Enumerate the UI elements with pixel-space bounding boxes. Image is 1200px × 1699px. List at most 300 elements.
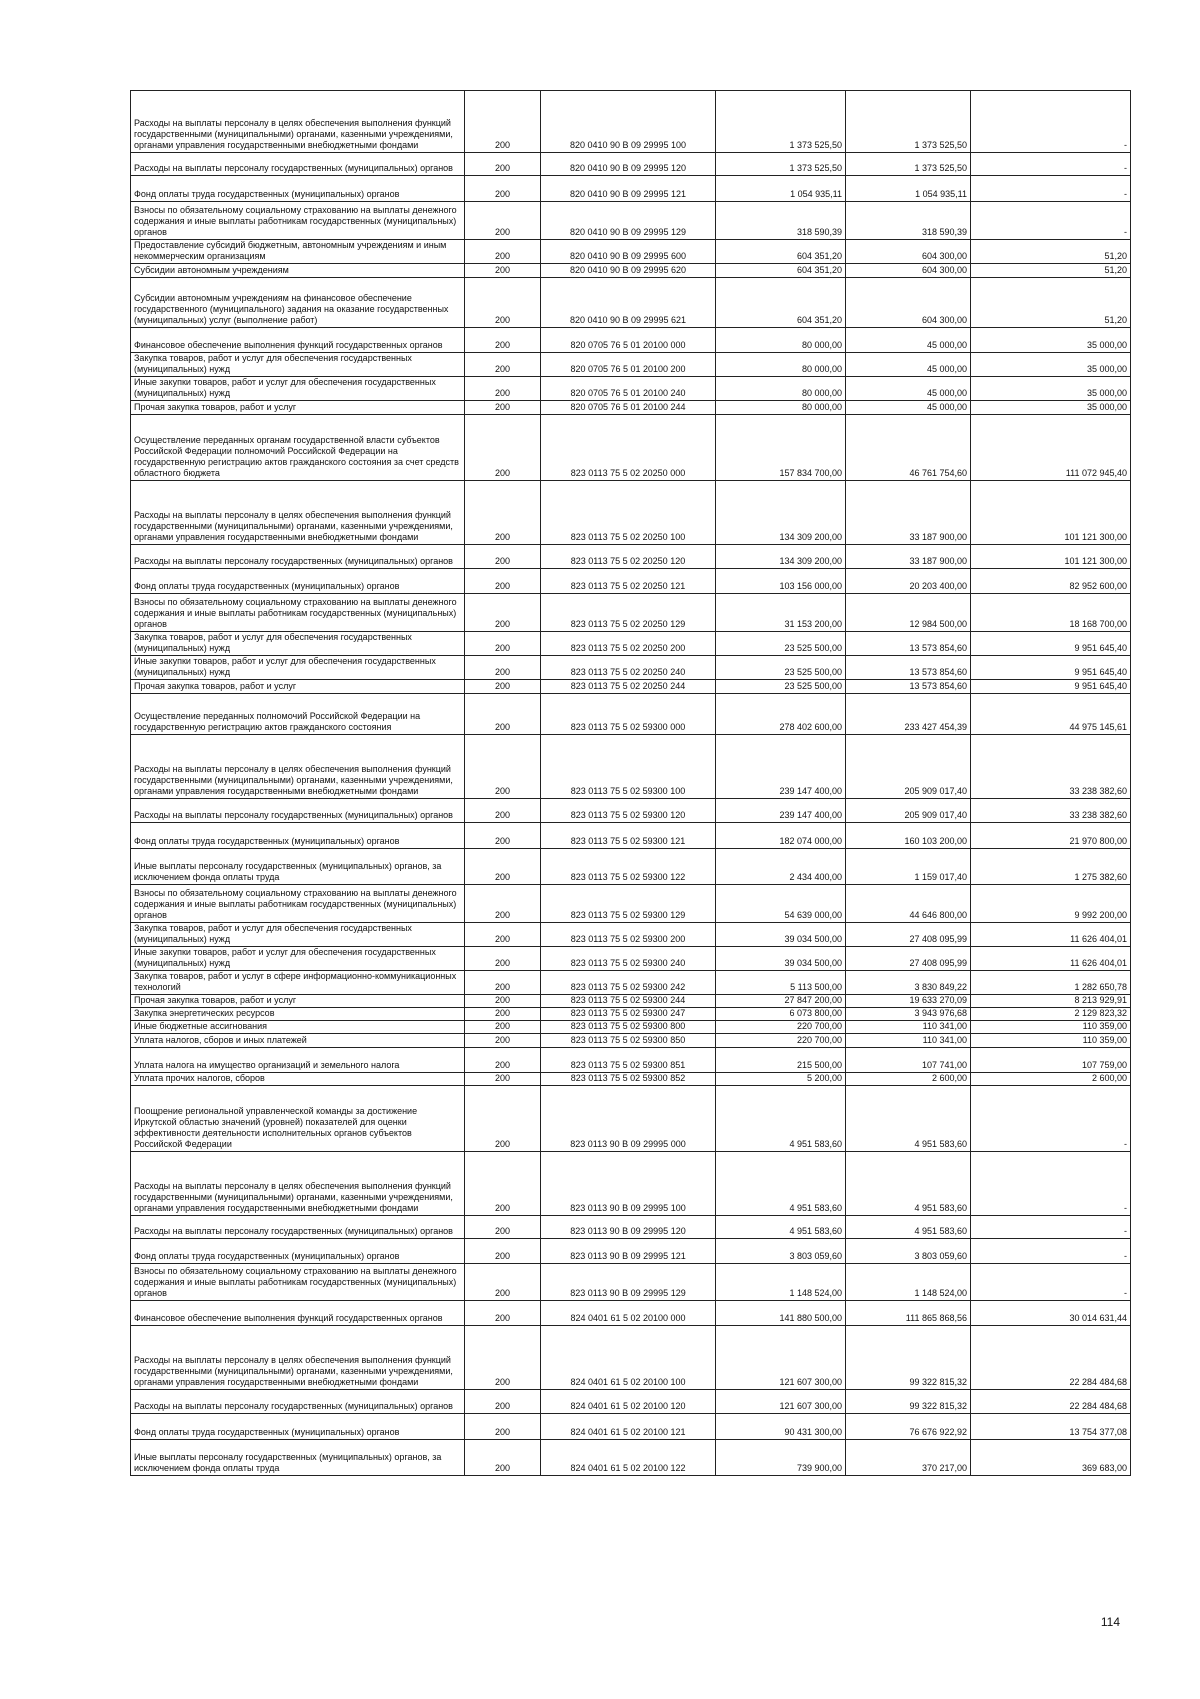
- row-code: 200: [465, 240, 541, 264]
- row-executed-amount: 318 590,39: [846, 202, 971, 240]
- row-executed-amount: 12 984 500,00: [846, 594, 971, 632]
- row-code: 200: [465, 680, 541, 694]
- row-code: 200: [465, 1073, 541, 1086]
- row-executed-amount: 99 322 815,32: [846, 1326, 971, 1390]
- row-name: Прочая закупка товаров, работ и услуг: [131, 680, 465, 694]
- row-name: Закупка товаров, работ и услуг для обеспечения государственных (муниципальных) нужд: [131, 923, 465, 947]
- row-code: 200: [465, 91, 541, 153]
- row-approved-amount: 39 034 500,00: [716, 923, 846, 947]
- row-unexecuted-amount: 82 952 600,00: [971, 569, 1131, 594]
- row-unexecuted-amount: -: [971, 202, 1131, 240]
- row-executed-amount: 205 909 017,40: [846, 735, 971, 799]
- row-name: Расходы на выплаты персоналу в целях обеспечения выполнения функций государственными (муниципальными) органами, казенными учреждениями, органами управления государственными внебюджетными фондами: [131, 735, 465, 799]
- row-unexecuted-amount: 1 282 650,78: [971, 971, 1131, 995]
- row-unexecuted-amount: 9 951 645,40: [971, 680, 1131, 694]
- row-code: 200: [465, 971, 541, 995]
- row-unexecuted-amount: -: [971, 1216, 1131, 1239]
- row-approved-amount: 3 803 059,60: [716, 1239, 846, 1264]
- row-executed-amount: 160 103 200,00: [846, 823, 971, 849]
- row-approved-amount: 134 309 200,00: [716, 481, 846, 545]
- table-row: [131, 680, 1131, 694]
- row-name: Осуществление переданных полномочий Российской Федерации на государственную регистрацию актов гражданского состояния: [131, 694, 465, 735]
- row-classification-code: 820 0410 90 В 09 29995 120: [541, 153, 716, 176]
- row-name: Фонд оплаты труда государственных (муниципальных) органов: [131, 569, 465, 594]
- row-executed-amount: 3 830 849,22: [846, 971, 971, 995]
- table-row: [131, 735, 1131, 799]
- row-unexecuted-amount: 107 759,00: [971, 1048, 1131, 1073]
- row-name: Поощрение региональной управленческой команды за достижение Иркутской областью значений (уровней) показателей для оценки эффективности деятельности исполнительных органов субъектов Российской Федерации: [131, 1086, 465, 1152]
- table-row: [131, 1086, 1131, 1152]
- row-unexecuted-amount: 33 238 382,60: [971, 799, 1131, 823]
- table-row: [131, 278, 1131, 328]
- table-row: [131, 353, 1131, 377]
- table-row: [131, 849, 1131, 885]
- row-code: 200: [465, 1216, 541, 1239]
- row-code: 200: [465, 1440, 541, 1476]
- row-executed-amount: 2 600,00: [846, 1073, 971, 1086]
- budget-execution-table: [130, 90, 1131, 1476]
- row-unexecuted-amount: 8 213 929,91: [971, 995, 1131, 1008]
- table-row: [131, 1264, 1131, 1301]
- table-row: [131, 415, 1131, 481]
- row-classification-code: 823 0113 75 5 02 59300 121: [541, 823, 716, 849]
- row-code: 200: [465, 1390, 541, 1414]
- row-unexecuted-amount: 22 284 484,68: [971, 1390, 1131, 1414]
- row-executed-amount: 1 373 525,50: [846, 153, 971, 176]
- row-approved-amount: 54 639 000,00: [716, 885, 846, 923]
- row-code: 200: [465, 849, 541, 885]
- row-unexecuted-amount: 30 014 631,44: [971, 1301, 1131, 1326]
- table-row: [131, 569, 1131, 594]
- row-executed-amount: 44 646 800,00: [846, 885, 971, 923]
- row-unexecuted-amount: -: [971, 176, 1131, 202]
- row-code: 200: [465, 1048, 541, 1073]
- row-approved-amount: 4 951 583,60: [716, 1216, 846, 1239]
- row-classification-code: 823 0113 75 5 02 59300 247: [541, 1008, 716, 1021]
- row-classification-code: 823 0113 75 5 02 59300 122: [541, 849, 716, 885]
- row-code: 200: [465, 632, 541, 656]
- row-unexecuted-amount: -: [971, 1152, 1131, 1216]
- row-unexecuted-amount: -: [971, 1086, 1131, 1152]
- row-approved-amount: 182 074 000,00: [716, 823, 846, 849]
- row-code: 200: [465, 1239, 541, 1264]
- row-name: Взносы по обязательному социальному страхованию на выплаты денежного содержания и иные выплаты работникам государственных (муниципальных) органов: [131, 1264, 465, 1301]
- table-row: [131, 401, 1131, 415]
- row-code: 200: [465, 885, 541, 923]
- row-classification-code: 820 0410 90 В 09 29995 621: [541, 278, 716, 328]
- row-classification-code: 823 0113 90 В 09 29995 000: [541, 1086, 716, 1152]
- row-classification-code: 823 0113 75 5 02 20250 120: [541, 545, 716, 569]
- row-code: 200: [465, 202, 541, 240]
- row-classification-code: 823 0113 75 5 02 59300 244: [541, 995, 716, 1008]
- row-classification-code: 824 0401 61 5 02 20100 122: [541, 1440, 716, 1476]
- row-classification-code: 823 0113 75 5 02 59300 100: [541, 735, 716, 799]
- row-approved-amount: 5 113 500,00: [716, 971, 846, 995]
- row-unexecuted-amount: 22 284 484,68: [971, 1326, 1131, 1390]
- row-approved-amount: 318 590,39: [716, 202, 846, 240]
- page-number: 114: [1100, 1615, 1120, 1629]
- table-row: [131, 545, 1131, 569]
- row-executed-amount: 13 573 854,60: [846, 656, 971, 680]
- table-row: [131, 799, 1131, 823]
- row-code: 200: [465, 995, 541, 1008]
- row-classification-code: 824 0401 61 5 02 20100 000: [541, 1301, 716, 1326]
- row-approved-amount: 2 434 400,00: [716, 849, 846, 885]
- row-name: Закупка товаров, работ и услуг для обеспечения государственных (муниципальных) нужд: [131, 632, 465, 656]
- row-executed-amount: 13 573 854,60: [846, 680, 971, 694]
- row-classification-code: 823 0113 90 В 09 29995 100: [541, 1152, 716, 1216]
- row-code: 200: [465, 694, 541, 735]
- row-approved-amount: 23 525 500,00: [716, 656, 846, 680]
- table-row: [131, 264, 1131, 278]
- row-classification-code: 820 0705 76 5 01 20100 000: [541, 328, 716, 353]
- row-approved-amount: 4 951 583,60: [716, 1152, 846, 1216]
- row-name: Взносы по обязательному социальному страхованию на выплаты денежного содержания и иные выплаты работникам государственных (муниципальных) органов: [131, 885, 465, 923]
- row-classification-code: 823 0113 90 В 09 29995 120: [541, 1216, 716, 1239]
- row-unexecuted-amount: 51,20: [971, 278, 1131, 328]
- row-classification-code: 820 0410 90 В 09 29995 129: [541, 202, 716, 240]
- row-name: Расходы на выплаты персоналу государственных (муниципальных) органов: [131, 1216, 465, 1239]
- row-name: Иные закупки товаров, работ и услуг для обеспечения государственных (муниципальных) нужд: [131, 947, 465, 971]
- table-row: [131, 1008, 1131, 1021]
- row-unexecuted-amount: 33 238 382,60: [971, 735, 1131, 799]
- row-approved-amount: 134 309 200,00: [716, 545, 846, 569]
- row-name: Фонд оплаты труда государственных (муниципальных) органов: [131, 176, 465, 202]
- table-row: [131, 176, 1131, 202]
- table-row: [131, 823, 1131, 849]
- row-unexecuted-amount: -: [971, 153, 1131, 176]
- row-executed-amount: 19 633 270,09: [846, 995, 971, 1008]
- row-executed-amount: 3 943 976,68: [846, 1008, 971, 1021]
- row-name: Расходы на выплаты персоналу государственных (муниципальных) органов: [131, 1390, 465, 1414]
- row-classification-code: 823 0113 75 5 02 20250 121: [541, 569, 716, 594]
- row-classification-code: 823 0113 75 5 02 20250 200: [541, 632, 716, 656]
- row-classification-code: 820 0705 76 5 01 20100 240: [541, 377, 716, 401]
- row-code: 200: [465, 1414, 541, 1440]
- row-approved-amount: 1 373 525,50: [716, 91, 846, 153]
- row-unexecuted-amount: 35 000,00: [971, 377, 1131, 401]
- table-row: [131, 1301, 1131, 1326]
- row-code: 200: [465, 353, 541, 377]
- row-classification-code: 824 0401 61 5 02 20100 100: [541, 1326, 716, 1390]
- table-row: [131, 885, 1131, 923]
- row-classification-code: 823 0113 75 5 02 59300 120: [541, 799, 716, 823]
- row-classification-code: 823 0113 75 5 02 59300 850: [541, 1034, 716, 1048]
- row-name: Осуществление переданных органам государственной власти субъектов Российской Федерации полномочий Российской Федерации на государственную регистрацию актов гражданского состояния за счет средств областного бюджета: [131, 415, 465, 481]
- table-row: [131, 594, 1131, 632]
- row-name: Иные бюджетные ассигнования: [131, 1021, 465, 1034]
- row-classification-code: 820 0705 76 5 01 20100 200: [541, 353, 716, 377]
- row-approved-amount: 220 700,00: [716, 1021, 846, 1034]
- row-unexecuted-amount: 9 992 200,00: [971, 885, 1131, 923]
- row-approved-amount: 141 880 500,00: [716, 1301, 846, 1326]
- row-approved-amount: 215 500,00: [716, 1048, 846, 1073]
- row-approved-amount: 604 351,20: [716, 278, 846, 328]
- table-row: [131, 377, 1131, 401]
- row-unexecuted-amount: 1 275 382,60: [971, 849, 1131, 885]
- row-code: 200: [465, 1264, 541, 1301]
- row-approved-amount: 604 351,20: [716, 264, 846, 278]
- row-name: Иные выплаты персоналу государственных (муниципальных) органов, за исключением фонда оплаты труда: [131, 849, 465, 885]
- row-name: Уплата налогов, сборов и иных платежей: [131, 1034, 465, 1048]
- row-unexecuted-amount: 101 121 300,00: [971, 545, 1131, 569]
- table-row: [131, 694, 1131, 735]
- row-name: Субсидии автономным учреждениям на финансовое обеспечение государственного (муниципального) задания на оказание государственных (муниципальных) услуг (выполнение работ): [131, 278, 465, 328]
- row-code: 200: [465, 923, 541, 947]
- row-unexecuted-amount: -: [971, 1239, 1131, 1264]
- row-executed-amount: 76 676 922,92: [846, 1414, 971, 1440]
- row-classification-code: 823 0113 90 В 09 29995 121: [541, 1239, 716, 1264]
- row-executed-amount: 1 373 525,50: [846, 91, 971, 153]
- row-unexecuted-amount: 111 072 945,40: [971, 415, 1131, 481]
- row-classification-code: 820 0410 90 В 09 29995 100: [541, 91, 716, 153]
- row-executed-amount: 46 761 754,60: [846, 415, 971, 481]
- row-approved-amount: 278 402 600,00: [716, 694, 846, 735]
- row-code: 200: [465, 377, 541, 401]
- table-row: [131, 153, 1131, 176]
- row-classification-code: 824 0401 61 5 02 20100 121: [541, 1414, 716, 1440]
- row-classification-code: 823 0113 75 5 02 20250 100: [541, 481, 716, 545]
- row-name: Закупка товаров, работ и услуг в сфере информационно-коммуникационных технологий: [131, 971, 465, 995]
- row-code: 200: [465, 799, 541, 823]
- row-name: Расходы на выплаты персоналу государственных (муниципальных) органов: [131, 799, 465, 823]
- row-classification-code: 823 0113 75 5 02 59300 129: [541, 885, 716, 923]
- row-unexecuted-amount: 11 626 404,01: [971, 923, 1131, 947]
- table-row: [131, 1152, 1131, 1216]
- row-executed-amount: 110 341,00: [846, 1034, 971, 1048]
- row-approved-amount: 27 847 200,00: [716, 995, 846, 1008]
- row-approved-amount: 23 525 500,00: [716, 680, 846, 694]
- row-classification-code: 823 0113 75 5 02 59300 851: [541, 1048, 716, 1073]
- row-executed-amount: 604 300,00: [846, 240, 971, 264]
- row-approved-amount: 103 156 000,00: [716, 569, 846, 594]
- row-unexecuted-amount: 13 754 377,08: [971, 1414, 1131, 1440]
- row-name: Взносы по обязательному социальному страхованию на выплаты денежного содержания и иные выплаты работникам государственных (муниципальных) органов: [131, 202, 465, 240]
- row-code: 200: [465, 401, 541, 415]
- table-row: [131, 202, 1131, 240]
- row-unexecuted-amount: 18 168 700,00: [971, 594, 1131, 632]
- row-name: Иные выплаты персоналу государственных (муниципальных) органов, за исключением фонда оплаты труда: [131, 1440, 465, 1476]
- row-approved-amount: 1 373 525,50: [716, 153, 846, 176]
- row-executed-amount: 13 573 854,60: [846, 632, 971, 656]
- table-row: [131, 1021, 1131, 1034]
- row-name: Уплата налога на имущество организаций и земельного налога: [131, 1048, 465, 1073]
- row-executed-amount: 205 909 017,40: [846, 799, 971, 823]
- row-executed-amount: 27 408 095,99: [846, 923, 971, 947]
- table-row: [131, 240, 1131, 264]
- row-classification-code: 823 0113 75 5 02 59300 200: [541, 923, 716, 947]
- row-executed-amount: 33 187 900,00: [846, 545, 971, 569]
- row-unexecuted-amount: -: [971, 91, 1131, 153]
- row-approved-amount: 157 834 700,00: [716, 415, 846, 481]
- row-approved-amount: 23 525 500,00: [716, 632, 846, 656]
- row-approved-amount: 6 073 800,00: [716, 1008, 846, 1021]
- row-code: 200: [465, 569, 541, 594]
- row-approved-amount: 604 351,20: [716, 240, 846, 264]
- row-unexecuted-amount: 44 975 145,61: [971, 694, 1131, 735]
- row-approved-amount: 31 153 200,00: [716, 594, 846, 632]
- row-executed-amount: 1 054 935,11: [846, 176, 971, 202]
- row-code: 200: [465, 1301, 541, 1326]
- table-row: [131, 1034, 1131, 1048]
- row-name: Закупка энергетических ресурсов: [131, 1008, 465, 1021]
- row-name: Расходы на выплаты персоналу в целях обеспечения выполнения функций государственными (муниципальными) органами, казенными учреждениями, органами управления государственными внебюджетными фондами: [131, 1326, 465, 1390]
- row-unexecuted-amount: 11 626 404,01: [971, 947, 1131, 971]
- row-name: Закупка товаров, работ и услуг для обеспечения государственных (муниципальных) нужд: [131, 353, 465, 377]
- row-name: Фонд оплаты труда государственных (муниципальных) органов: [131, 823, 465, 849]
- row-approved-amount: 80 000,00: [716, 328, 846, 353]
- row-approved-amount: 80 000,00: [716, 353, 846, 377]
- row-name: Иные закупки товаров, работ и услуг для обеспечения государственных (муниципальных) нужд: [131, 377, 465, 401]
- row-unexecuted-amount: 35 000,00: [971, 401, 1131, 415]
- row-executed-amount: 20 203 400,00: [846, 569, 971, 594]
- row-executed-amount: 27 408 095,99: [846, 947, 971, 971]
- row-unexecuted-amount: 2 600,00: [971, 1073, 1131, 1086]
- table-row: [131, 1073, 1131, 1086]
- row-classification-code: 820 0410 90 В 09 29995 600: [541, 240, 716, 264]
- row-classification-code: 823 0113 75 5 02 20250 000: [541, 415, 716, 481]
- row-executed-amount: 370 217,00: [846, 1440, 971, 1476]
- row-executed-amount: 604 300,00: [846, 278, 971, 328]
- row-executed-amount: 233 427 454,39: [846, 694, 971, 735]
- row-code: 200: [465, 1326, 541, 1390]
- table-row: [131, 1048, 1131, 1073]
- row-code: 200: [465, 1008, 541, 1021]
- table-row: [131, 1239, 1131, 1264]
- row-code: 200: [465, 1034, 541, 1048]
- row-name: Уплата прочих налогов, сборов: [131, 1073, 465, 1086]
- row-code: 200: [465, 656, 541, 680]
- row-executed-amount: 1 148 524,00: [846, 1264, 971, 1301]
- row-name: Финансовое обеспечение выполнения функций государственных органов: [131, 328, 465, 353]
- table-row: [131, 1216, 1131, 1239]
- row-approved-amount: 80 000,00: [716, 377, 846, 401]
- table-row: [131, 1414, 1131, 1440]
- table-row: [131, 971, 1131, 995]
- table-row: [131, 481, 1131, 545]
- table-body: [131, 91, 1131, 1476]
- row-code: 200: [465, 1021, 541, 1034]
- row-unexecuted-amount: 369 683,00: [971, 1440, 1131, 1476]
- table-row: [131, 328, 1131, 353]
- row-code: 200: [465, 278, 541, 328]
- row-executed-amount: 4 951 583,60: [846, 1152, 971, 1216]
- row-name: Прочая закупка товаров, работ и услуг: [131, 401, 465, 415]
- table-row: [131, 1440, 1131, 1476]
- row-approved-amount: 739 900,00: [716, 1440, 846, 1476]
- row-code: 200: [465, 947, 541, 971]
- row-approved-amount: 90 431 300,00: [716, 1414, 846, 1440]
- row-name: Финансовое обеспечение выполнения функций государственных органов: [131, 1301, 465, 1326]
- row-name: Расходы на выплаты персоналу государственных (муниципальных) органов: [131, 545, 465, 569]
- row-code: 200: [465, 1086, 541, 1152]
- row-classification-code: 823 0113 75 5 02 59300 000: [541, 694, 716, 735]
- row-executed-amount: 99 322 815,32: [846, 1390, 971, 1414]
- row-unexecuted-amount: 9 951 645,40: [971, 656, 1131, 680]
- row-code: 200: [465, 545, 541, 569]
- row-unexecuted-amount: 51,20: [971, 240, 1131, 264]
- row-classification-code: 823 0113 75 5 02 20250 244: [541, 680, 716, 694]
- row-classification-code: 823 0113 90 В 09 29995 129: [541, 1264, 716, 1301]
- row-unexecuted-amount: 110 359,00: [971, 1021, 1131, 1034]
- table-row: [131, 1390, 1131, 1414]
- row-classification-code: 823 0113 75 5 02 59300 800: [541, 1021, 716, 1034]
- table-row: [131, 1326, 1131, 1390]
- row-unexecuted-amount: 110 359,00: [971, 1034, 1131, 1048]
- row-name: Субсидии автономным учреждениям: [131, 264, 465, 278]
- row-executed-amount: 33 187 900,00: [846, 481, 971, 545]
- row-name: Фонд оплаты труда государственных (муниципальных) органов: [131, 1239, 465, 1264]
- row-executed-amount: 3 803 059,60: [846, 1239, 971, 1264]
- row-code: 200: [465, 1152, 541, 1216]
- row-name: Расходы на выплаты персоналу государственных (муниципальных) органов: [131, 153, 465, 176]
- row-executed-amount: 45 000,00: [846, 328, 971, 353]
- row-code: 200: [465, 415, 541, 481]
- row-unexecuted-amount: 2 129 823,32: [971, 1008, 1131, 1021]
- row-code: 200: [465, 735, 541, 799]
- row-classification-code: 823 0113 75 5 02 59300 852: [541, 1073, 716, 1086]
- row-executed-amount: 4 951 583,60: [846, 1086, 971, 1152]
- row-classification-code: 823 0113 75 5 02 20250 129: [541, 594, 716, 632]
- row-classification-code: 823 0113 75 5 02 59300 242: [541, 971, 716, 995]
- row-executed-amount: 111 865 868,56: [846, 1301, 971, 1326]
- row-executed-amount: 604 300,00: [846, 264, 971, 278]
- row-classification-code: 820 0705 76 5 01 20100 244: [541, 401, 716, 415]
- row-unexecuted-amount: 35 000,00: [971, 353, 1131, 377]
- row-executed-amount: 45 000,00: [846, 353, 971, 377]
- row-approved-amount: 1 054 935,11: [716, 176, 846, 202]
- row-approved-amount: 1 148 524,00: [716, 1264, 846, 1301]
- table-row: [131, 656, 1131, 680]
- row-code: 200: [465, 176, 541, 202]
- table-row: [131, 91, 1131, 153]
- row-classification-code: 823 0113 75 5 02 20250 240: [541, 656, 716, 680]
- row-executed-amount: 1 159 017,40: [846, 849, 971, 885]
- row-code: 200: [465, 594, 541, 632]
- row-name: Взносы по обязательному социальному страхованию на выплаты денежного содержания и иные выплаты работникам государственных (муниципальных) органов: [131, 594, 465, 632]
- row-classification-code: 820 0410 90 В 09 29995 620: [541, 264, 716, 278]
- row-executed-amount: 45 000,00: [846, 401, 971, 415]
- table-row: [131, 923, 1131, 947]
- row-name: Расходы на выплаты персоналу в целях обеспечения выполнения функций государственными (муниципальными) органами, казенными учреждениями, органами управления государственными внебюджетными фондами: [131, 91, 465, 153]
- row-name: Иные закупки товаров, работ и услуг для обеспечения государственных (муниципальных) нужд: [131, 656, 465, 680]
- table-row: [131, 995, 1131, 1008]
- row-approved-amount: 80 000,00: [716, 401, 846, 415]
- row-unexecuted-amount: 51,20: [971, 264, 1131, 278]
- row-name: Прочая закупка товаров, работ и услуг: [131, 995, 465, 1008]
- row-name: Фонд оплаты труда государственных (муниципальных) органов: [131, 1414, 465, 1440]
- row-code: 200: [465, 823, 541, 849]
- row-approved-amount: 121 607 300,00: [716, 1326, 846, 1390]
- row-code: 200: [465, 481, 541, 545]
- row-code: 200: [465, 328, 541, 353]
- row-approved-amount: 121 607 300,00: [716, 1390, 846, 1414]
- row-unexecuted-amount: 9 951 645,40: [971, 632, 1131, 656]
- row-approved-amount: 220 700,00: [716, 1034, 846, 1048]
- table-row: [131, 947, 1131, 971]
- row-unexecuted-amount: 35 000,00: [971, 328, 1131, 353]
- row-classification-code: 820 0410 90 В 09 29995 121: [541, 176, 716, 202]
- row-code: 200: [465, 153, 541, 176]
- row-approved-amount: 5 200,00: [716, 1073, 846, 1086]
- row-executed-amount: 110 341,00: [846, 1021, 971, 1034]
- row-executed-amount: 107 741,00: [846, 1048, 971, 1073]
- row-classification-code: 823 0113 75 5 02 59300 240: [541, 947, 716, 971]
- row-classification-code: 824 0401 61 5 02 20100 120: [541, 1390, 716, 1414]
- row-unexecuted-amount: 101 121 300,00: [971, 481, 1131, 545]
- row-approved-amount: 4 951 583,60: [716, 1086, 846, 1152]
- row-unexecuted-amount: 21 970 800,00: [971, 823, 1131, 849]
